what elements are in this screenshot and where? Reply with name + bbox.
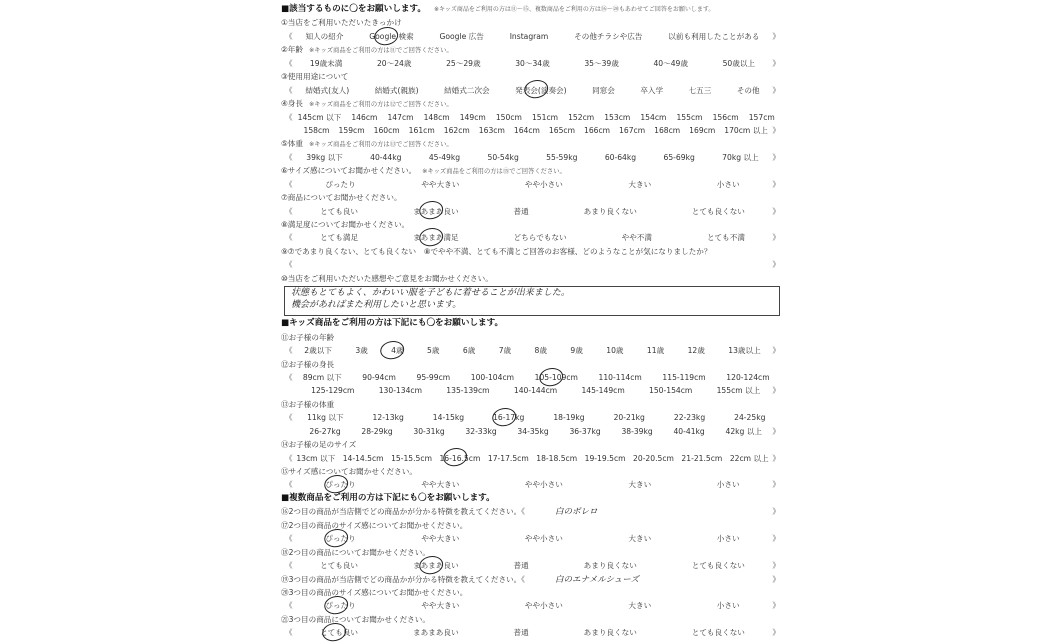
option[interactable]: 大きい: [628, 601, 652, 611]
question-note: ※キッズ商品をご利用の方は⑫でご回答ください。: [309, 101, 453, 109]
option-row: [281, 30, 784, 43]
option[interactable]: 110-114cm: [598, 372, 642, 382]
option[interactable]: 9歳: [570, 346, 583, 356]
question-label: [281, 546, 784, 559]
question-text: ⑧満足度についてお聞かせください。: [281, 220, 410, 229]
option[interactable]: 90-94cm: [362, 372, 396, 382]
option[interactable]: 普通: [513, 628, 529, 638]
option[interactable]: 小さい: [716, 179, 740, 189]
bracket-close: 》: [772, 260, 780, 270]
option[interactable]: 130-134cm: [378, 386, 423, 396]
option-list: [293, 626, 773, 639]
question-text: ⑫お子様の身長: [281, 359, 335, 369]
question-label: [281, 613, 784, 626]
bracket-close: 》: [772, 58, 780, 68]
bracket-open: 《: [285, 152, 293, 162]
question-text: ⑩当店をご利用いただいた感想やご意見をお聞かせください。: [281, 273, 493, 283]
option[interactable]: 120-124cm: [726, 372, 770, 382]
option[interactable]: 20-20.5cm: [633, 453, 674, 463]
option[interactable]: 145-149cm: [581, 386, 625, 396]
question-label: [281, 43, 784, 56]
option-list: [299, 425, 772, 438]
option[interactable]: その他チラシや広告: [574, 31, 643, 41]
option[interactable]: 小さい: [716, 601, 740, 611]
option[interactable]: 154cm: [640, 112, 667, 122]
option[interactable]: 以前も利用したことがある: [668, 31, 760, 41]
option-list: [293, 84, 773, 97]
option[interactable]: やや大きい: [421, 534, 460, 544]
question-text: ⑰2つ目の商品のサイズ感についてお聞かせください。: [281, 520, 468, 530]
question-label: [281, 191, 784, 204]
bracket-close: 》: [772, 561, 780, 571]
option[interactable]: あまり良くない: [583, 561, 637, 571]
section-header: [281, 492, 784, 505]
option[interactable]: 156cm: [712, 112, 739, 122]
bracket-close: 》: [772, 507, 780, 517]
option[interactable]: 166cm: [583, 125, 611, 135]
option[interactable]: 160cm: [373, 125, 400, 135]
bracket-close: 》: [772, 85, 780, 95]
option-list: [293, 452, 773, 465]
option[interactable]: Instagram: [509, 31, 549, 41]
handwritten-line: 機会があればまた利用したいと思います。: [291, 299, 462, 310]
option[interactable]: とても良い: [320, 561, 359, 571]
option[interactable]: やや小さい: [524, 179, 563, 189]
option[interactable]: 150cm: [495, 112, 522, 122]
bracket-open: 《: [285, 372, 293, 382]
option[interactable]: 40-41kg: [673, 426, 705, 436]
option[interactable]: 22cm 以上: [729, 453, 769, 463]
option[interactable]: 151cm: [531, 112, 559, 122]
question-label: [281, 245, 784, 258]
bracket-open: 《: [285, 31, 293, 41]
question-label: [281, 218, 784, 231]
option[interactable]: やや不満: [621, 233, 652, 243]
option[interactable]: 38-39kg: [621, 426, 653, 436]
option[interactable]: 18-19kg: [553, 413, 585, 423]
option[interactable]: 170cm 以上: [724, 125, 768, 135]
comment-box[interactable]: [284, 286, 780, 316]
option[interactable]: 153cm: [604, 112, 631, 122]
question-text: ⑪お子様の年齢: [281, 332, 335, 342]
question-label: [281, 16, 784, 29]
option[interactable]: 50-54kg: [487, 152, 519, 162]
option[interactable]: どちらでもない: [513, 233, 567, 243]
bracket-close: 》: [772, 206, 780, 216]
option-row: [281, 599, 784, 612]
option[interactable]: 168cm: [654, 125, 681, 135]
bracket-close: 》: [772, 574, 780, 584]
question-label: [281, 438, 784, 451]
option[interactable]: 知人の紹介: [305, 31, 344, 41]
option-list: [293, 57, 773, 70]
option-list: [293, 478, 773, 491]
option-list: [293, 111, 780, 124]
option[interactable]: 結婚式(友人): [305, 85, 350, 95]
option[interactable]: ぴったり: [325, 179, 356, 189]
section-header: [281, 3, 784, 16]
bracket-open: 《: [285, 346, 293, 356]
option[interactable]: とても満足: [320, 233, 359, 243]
option-row: [281, 478, 784, 491]
option[interactable]: 12歳: [687, 346, 705, 356]
question-label: [281, 331, 784, 344]
option[interactable]: やや大きい: [421, 601, 460, 611]
option[interactable]: 159cm: [338, 125, 365, 135]
option-row: [281, 205, 784, 218]
question-text: ①当店をご利用いただいたきっかけ: [281, 18, 402, 28]
option-row: [281, 452, 784, 465]
option[interactable]: 100-104cm: [470, 372, 515, 382]
option-row: [281, 411, 784, 424]
option[interactable]: 11kg 以下: [307, 413, 344, 423]
option-row: [281, 425, 784, 438]
option[interactable]: 163cm: [478, 125, 505, 135]
option[interactable]: 小さい: [716, 480, 740, 490]
option[interactable]: 155cm: [676, 112, 703, 122]
option[interactable]: 20-21kg: [613, 413, 645, 423]
option-row: [281, 371, 784, 384]
option[interactable]: 152cm: [568, 112, 595, 122]
bracket-open: 《: [285, 85, 293, 95]
question-text: ㉑3つ目の商品についてお聞かせください。: [281, 614, 430, 624]
option[interactable]: 小さい: [716, 534, 740, 544]
question-label: [281, 97, 784, 110]
option[interactable]: まあまあ良い: [412, 628, 459, 638]
option[interactable]: 28-29kg: [361, 426, 393, 436]
option[interactable]: 同窓会: [592, 85, 615, 95]
option[interactable]: 17-17.5cm: [487, 453, 529, 463]
option[interactable]: 149cm: [459, 112, 486, 122]
option-circled[interactable]: 105-109cm: [533, 371, 580, 384]
section-header: [281, 317, 784, 330]
option[interactable]: 24-25kg: [734, 413, 766, 423]
section-title: ■キッズ商品をご利用の方は下記にも〇をお願いします。: [281, 318, 504, 329]
bracket-close: 》: [772, 125, 780, 135]
option-list: [293, 559, 773, 572]
option[interactable]: とても不満: [706, 233, 745, 243]
bracket-close: 》: [772, 179, 780, 189]
option[interactable]: 19歳未満: [309, 58, 343, 68]
option[interactable]: Google 広告: [439, 31, 484, 41]
option[interactable]: 12-13kg: [372, 413, 404, 423]
bracket-close: 》: [772, 152, 780, 162]
option[interactable]: とても良くない: [691, 628, 745, 638]
question-text: ⑮サイズ感についてお聞かせください。: [281, 467, 417, 476]
option-list: [293, 151, 773, 164]
handwritten-line: 状態もとてもよく、かわいい服を子どもに着せることが出来ました。: [291, 288, 570, 299]
option[interactable]: 14-15kg: [432, 413, 465, 423]
question-text: ⑦商品についてお聞かせください。: [281, 193, 402, 203]
option[interactable]: 40～49歳: [653, 58, 688, 68]
question-note: ※キッズ商品をご利用の方は⑮でご回答ください。: [422, 168, 566, 176]
option[interactable]: 150-154cm: [649, 386, 693, 396]
option[interactable]: 結婚式二次会: [444, 85, 490, 95]
text-answer-row: [281, 505, 784, 518]
option[interactable]: やや大きい: [421, 480, 460, 490]
option-list: [293, 178, 773, 191]
option[interactable]: 普通: [513, 206, 529, 216]
question-label: [281, 358, 784, 371]
bracket-open: 《: [285, 233, 293, 243]
option-list: [293, 532, 773, 545]
question-label: [281, 272, 784, 285]
option-list: [293, 411, 780, 424]
option[interactable]: 115-119cm: [662, 372, 706, 382]
option[interactable]: 普通: [513, 561, 529, 571]
option[interactable]: 8歳: [534, 346, 547, 356]
option[interactable]: 140-144cm: [513, 386, 558, 396]
option[interactable]: 30-31kg: [413, 426, 445, 436]
option-circled[interactable]: まあまあ良い: [411, 559, 461, 572]
option-row: [281, 344, 784, 357]
option[interactable]: 7歳: [498, 346, 512, 356]
option[interactable]: 大きい: [628, 480, 652, 490]
handwritten-answer[interactable]: 白のボレロ: [555, 507, 598, 518]
option[interactable]: 七五三: [688, 85, 712, 95]
question-text: ④身長: [281, 99, 303, 109]
option[interactable]: 147cm: [387, 112, 414, 122]
option[interactable]: 32-33kg: [465, 426, 497, 436]
option[interactable]: やや大きい: [421, 179, 460, 189]
option-circled[interactable]: まあまあ満足: [411, 231, 461, 244]
option-row: [281, 231, 784, 244]
option[interactable]: とても良くない: [691, 561, 745, 571]
option[interactable]: 65-69kg: [663, 152, 695, 162]
section-title: ■該当するものに〇をお願いします。: [281, 4, 426, 14]
option[interactable]: 155cm 以上: [716, 386, 761, 396]
option-row: [281, 124, 784, 137]
option-row: [281, 57, 784, 70]
bracket-open: 《: [285, 480, 293, 490]
question-text: ⑭お子様の足のサイズ: [281, 440, 357, 450]
option[interactable]: やや小さい: [524, 601, 563, 611]
option-list: [293, 231, 773, 244]
option[interactable]: 125-129cm: [311, 386, 355, 396]
option[interactable]: 18-18.5cm: [536, 453, 578, 463]
option[interactable]: 39kg 以下: [306, 152, 343, 162]
option[interactable]: 25～29歳: [446, 58, 481, 68]
option[interactable]: その他: [736, 85, 760, 95]
option-row: [281, 151, 784, 164]
option[interactable]: 158cm: [303, 125, 330, 135]
question-text: ②年齢: [281, 45, 303, 55]
option-circled[interactable]: とても良い: [318, 626, 360, 639]
questionnaire-sheet: [281, 3, 784, 640]
option[interactable]: 146cm: [351, 112, 378, 122]
option-list: [293, 371, 780, 384]
bracket-close: 》: [772, 31, 780, 41]
option-circled[interactable]: 4歳: [389, 344, 405, 357]
question-text: ⑱2つ目の商品についてお聞かせください。: [281, 547, 430, 557]
option-row: [281, 626, 784, 639]
option[interactable]: 164cm: [513, 125, 540, 135]
option-circled[interactable]: ぴったり: [323, 532, 357, 545]
bracket-open: 《: [285, 453, 293, 463]
option[interactable]: 40-44kg: [370, 152, 402, 162]
question-text: ⑬お子様の体重: [281, 399, 335, 409]
option[interactable]: 14-14.5cm: [342, 453, 384, 463]
question-text: ⑳3つ目の商品のサイズ感についてお聞かせください。: [281, 587, 468, 597]
question-text: ⑲3つ目の商品が当店側でどの商品かが分かる特徴を教えてください。《: [281, 574, 526, 584]
text-answer-row: [281, 573, 784, 586]
option[interactable]: 2歳以下: [304, 346, 332, 356]
question-note: ※キッズ商品をご利用の方は⑪～⑮、複数商品をご利用の方は⑯～⑳もあわせてご回答をお願いします。: [433, 6, 715, 13]
option-circled[interactable]: ぴったり: [323, 599, 357, 612]
option[interactable]: 35～39歳: [584, 58, 619, 68]
option[interactable]: あまり良くない: [583, 628, 637, 638]
handwritten-answer[interactable]: 白のエナメルシューズ: [555, 574, 639, 585]
bracket-open: 《: [285, 260, 293, 270]
option-circled[interactable]: 16-17kg: [491, 411, 526, 424]
bracket-close: 》: [772, 453, 780, 463]
bracket-open: 《: [285, 413, 293, 423]
option[interactable]: 50歳以上: [722, 58, 756, 68]
option[interactable]: 卒入学: [640, 85, 664, 95]
option-circled[interactable]: ぴったり: [323, 478, 357, 491]
option[interactable]: とても良くない: [691, 206, 745, 216]
option[interactable]: 10歳: [606, 346, 624, 356]
option[interactable]: 145cm 以下: [297, 112, 342, 122]
option[interactable]: 結婚式(親族): [374, 85, 419, 95]
option[interactable]: 13cm 以下: [296, 453, 336, 463]
bracket-open: 《: [285, 112, 293, 122]
option-list: [299, 384, 772, 397]
question-label: [281, 586, 784, 599]
option[interactable]: 167cm: [619, 125, 646, 135]
option[interactable]: 19-19.5cm: [584, 453, 626, 463]
option[interactable]: 135-139cm: [446, 386, 490, 396]
question-label: [281, 519, 784, 532]
question-note: ※キッズ商品をご利用の方は⑬でご回答ください。: [309, 141, 453, 149]
option[interactable]: 95-99cm: [416, 372, 451, 382]
question-label: [281, 164, 784, 177]
option-list: [293, 258, 773, 271]
option[interactable]: 42kg 以上: [725, 426, 762, 436]
question-text: ⑤体重: [281, 139, 303, 149]
option[interactable]: 157cm: [748, 112, 775, 122]
bracket-open: 《: [285, 179, 293, 189]
question-text: ③使用用途について: [281, 72, 349, 82]
option[interactable]: 20～24歳: [376, 58, 412, 68]
option[interactable]: あまり良くない: [583, 206, 637, 216]
option[interactable]: 165cm: [548, 125, 575, 135]
option[interactable]: やや小さい: [524, 534, 563, 544]
option[interactable]: とても良い: [320, 206, 359, 216]
option-row: [281, 111, 784, 124]
option[interactable]: 169cm: [689, 125, 716, 135]
bracket-open: 《: [285, 206, 293, 216]
option[interactable]: 15-15.5cm: [391, 453, 432, 463]
question-text: ⑨⑦であまり良くない、とても良くない ⑧でやや不満、とても不満とご回答のお客様、どのようなことが気になりましたか？: [281, 246, 712, 256]
bracket-close: 》: [772, 628, 780, 638]
option-row: [281, 532, 784, 545]
question-label: [281, 398, 784, 411]
bracket-open: 《: [285, 601, 293, 611]
question-label: [281, 465, 784, 478]
option-circled[interactable]: 発表会(演奏会): [513, 84, 569, 97]
option[interactable]: 162cm: [443, 125, 470, 135]
option[interactable]: 21-21.5cm: [681, 453, 723, 463]
option-list: [293, 205, 773, 218]
option[interactable]: 70kg 以上: [722, 152, 759, 162]
option[interactable]: やや小さい: [524, 480, 563, 490]
question-text: ⑯2つ目の商品が当店側でどの商品かが分かる特徴を教えてください。《: [281, 507, 526, 517]
option[interactable]: 161cm: [408, 125, 435, 135]
option[interactable]: 36-37kg: [569, 426, 601, 436]
option[interactable]: 大きい: [628, 179, 652, 189]
bracket-close: 》: [772, 233, 780, 243]
option-row: [281, 178, 784, 191]
option[interactable]: 22-23kg: [673, 413, 706, 423]
bracket-close: 》: [772, 426, 780, 436]
option[interactable]: 5歳: [427, 346, 440, 356]
option-circled[interactable]: まあまあ良い: [411, 205, 461, 218]
option-list: [293, 599, 773, 612]
bracket-open: 《: [285, 58, 293, 68]
bracket-close: 》: [772, 601, 780, 611]
bracket-close: 》: [772, 480, 780, 490]
option-row: [281, 258, 784, 271]
option[interactable]: 3歳: [355, 346, 368, 356]
option[interactable]: 45-49kg: [428, 152, 461, 162]
option-list: [293, 344, 773, 357]
option[interactable]: 11歳: [646, 346, 665, 356]
option[interactable]: 6歳: [462, 346, 476, 356]
option[interactable]: 26-27kg: [309, 426, 341, 436]
option[interactable]: 大きい: [628, 534, 652, 544]
option-circled[interactable]: 16-16.5cm: [437, 452, 482, 465]
option[interactable]: 148cm: [423, 112, 450, 122]
bracket-open: 《: [285, 534, 293, 544]
option[interactable]: 30～34歳: [515, 58, 550, 68]
bracket-close: 》: [772, 346, 780, 356]
option[interactable]: 13歳以上: [728, 346, 761, 356]
option[interactable]: 60-64kg: [604, 152, 637, 162]
option-row: [281, 84, 784, 97]
option-list: [299, 124, 772, 137]
option-row: [281, 559, 784, 572]
bracket-open: 《: [285, 628, 293, 638]
bracket-close: 》: [772, 534, 780, 544]
option[interactable]: 89cm 以下: [302, 372, 342, 382]
option-list: [293, 30, 773, 43]
section-title: ■複数商品をご利用の方は下記にも〇をお願いします。: [281, 492, 495, 503]
option[interactable]: 55-59kg: [546, 152, 578, 162]
question-note: ※キッズ商品をご利用の方は⑪でご回答ください。: [309, 47, 453, 55]
question-text: ⑥サイズ感についてお聞かせください。: [281, 166, 417, 176]
option[interactable]: 34-35kg: [517, 426, 549, 436]
bracket-close: 》: [772, 386, 780, 396]
question-label: [281, 137, 784, 150]
option-circled[interactable]: Google 検索: [367, 30, 415, 43]
bracket-open: 《: [285, 561, 293, 571]
option-row: [281, 384, 784, 397]
